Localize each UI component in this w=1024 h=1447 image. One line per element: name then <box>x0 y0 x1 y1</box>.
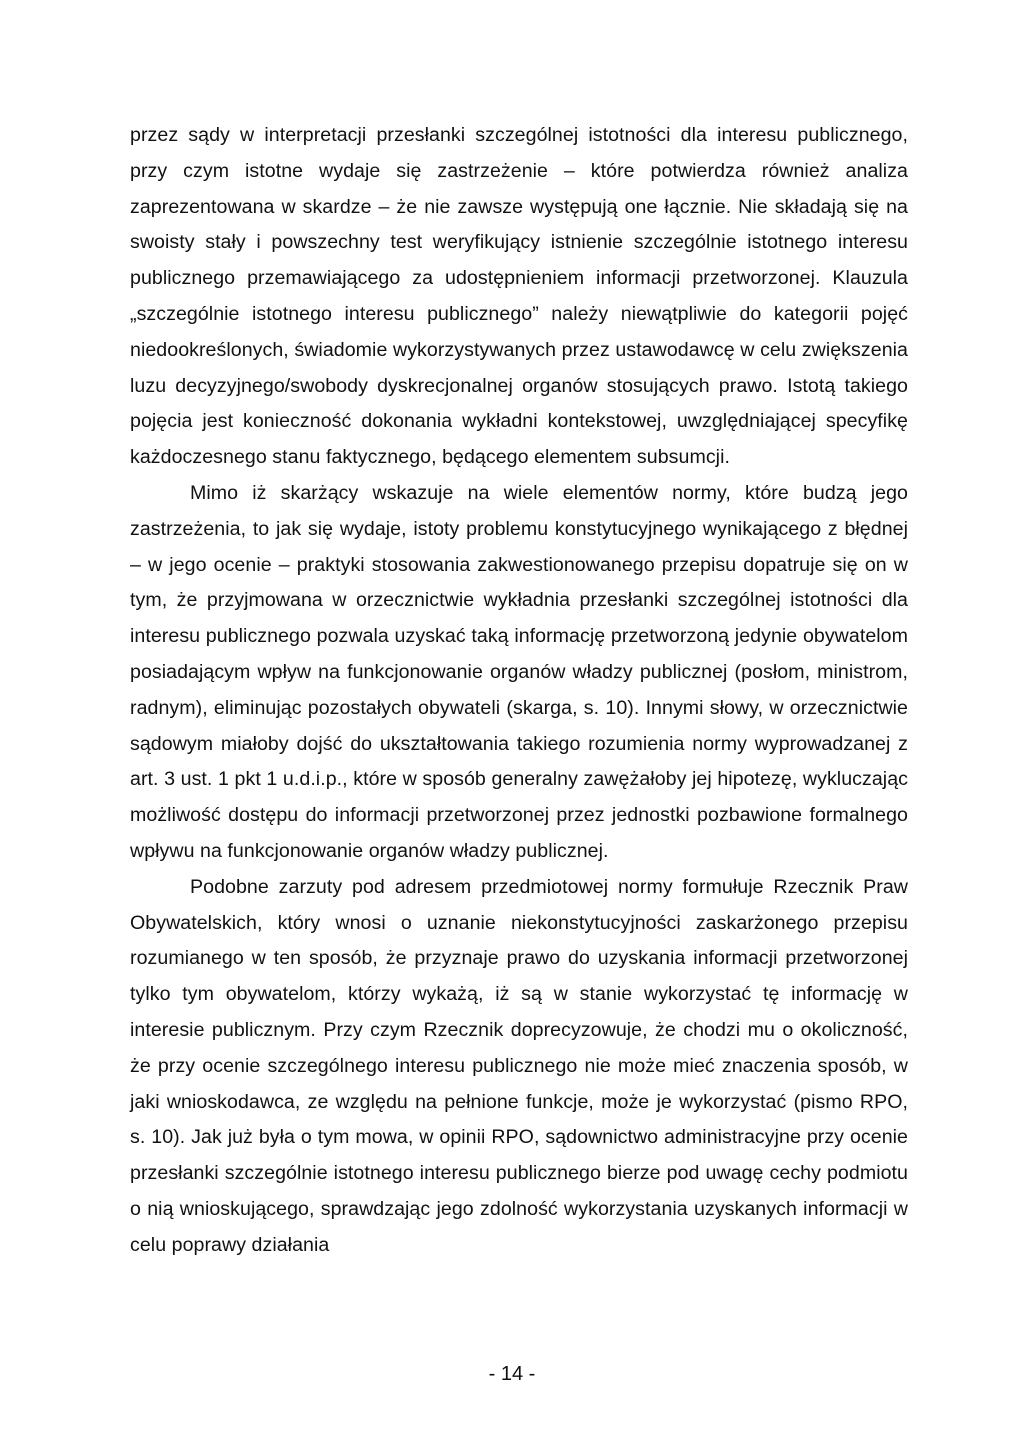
paragraph-3: Podobne zarzuty pod adresem przedmiotowej normy formułuje Rzecznik Praw Obywatelskich, który wnosi o uznanie niekonstytucyjności zaskarżonego przepisu rozumianego w ten sposób, że przyznaje prawo do uzyskania informacji przetworzonej tylko tym obywatelom, którzy wykażą, iż są w stanie wykorzystać tę informację w interesie publicznym. Przy czym Rzecznik doprecyzowuje, że chodzi mu o okoliczność, że przy ocenie szczególnego interesu publicznego nie może mieć znaczenia sposób, w jaki wnioskodawca, ze względu na pełnione funkcje, może je wykorzystać (pismo RPO, s. 10). Jak już była o tym mowa, w opinii RPO, sądownictwo administracyjne przy ocenie przesłanki szczególnie istotnego interesu publicznego bierze pod uwagę cechy podmiotu o nią wnioskującego, sprawdzając jego zdolność wykorzystania uzyskanych informacji w celu poprawy działania <box>130 875 908 1256</box>
page-number: - 14 - <box>488 1363 536 1385</box>
document-body <box>130 118 908 1264</box>
paragraph-1: przez sądy w interpretacji przesłanki szczególnej istotności dla interesu publicznego, przy czym istotne wydaje się zastrzeżenie – które potwierdza również analiza zaprezentowana w skardze – że nie zawsze występują one łącznie. Nie składają się na swoisty stały i powszechny test weryfikujący istnienie szczególnie istotnego interesu publicznego przemawiającego za udostępnieniem informacji przetworzonej. Klauzula „szczególnie istotnego interesu publicznego” należy niewątpliwie do kategorii pojęć niedookreślonych, świadomie wykorzystywanych przez ustawodawcę w celu zwiększenia luzu decyzyjnego/swobody dyskrecjonalnej organów stosujących prawo. Istotą takiego pojęcia jest konieczność dokonania wykładni kontekstowej, uwzględniającej specyfikę każdoczesnego stanu faktycznego, będącego elementem subsumcji. <box>130 124 908 469</box>
paragraph-2: Mimo iż skarżący wskazuje na wiele elementów normy, które budzą jego zastrzeżenia, to jak się wydaje, istoty problemu konstytucyjnego wynikającego z błędnej – w jego ocenie – praktyki stosowania zakwestionowanego przepisu dopatruje się on w tym, że przyjmowana w orzecznictwie wykładnia przesłanki szczególnej istotności dla interesu publicznego pozwala uzyskać taką informację przetworzoną jedynie obywatelom posiadającym wpływ na funkcjonowanie organów władzy publicznej (posłom, ministrom, radnym), eliminując pozostałych obywateli (skarga, s. 10). Innymi słowy, w orzecznictwie sądowym miałoby dojść do ukształtowania takiego rozumienia normy wyprowadzanej z art. 3 ust. 1 pkt 1 u.d.i.p., które w sposób generalny zawężałoby jej hipotezę, wykluczając możliwość dostępu do informacji przetworzonej przez jednostki pozbawione formalnego wpływu na funkcjonowanie organów władzy publicznej. <box>130 481 908 862</box>
